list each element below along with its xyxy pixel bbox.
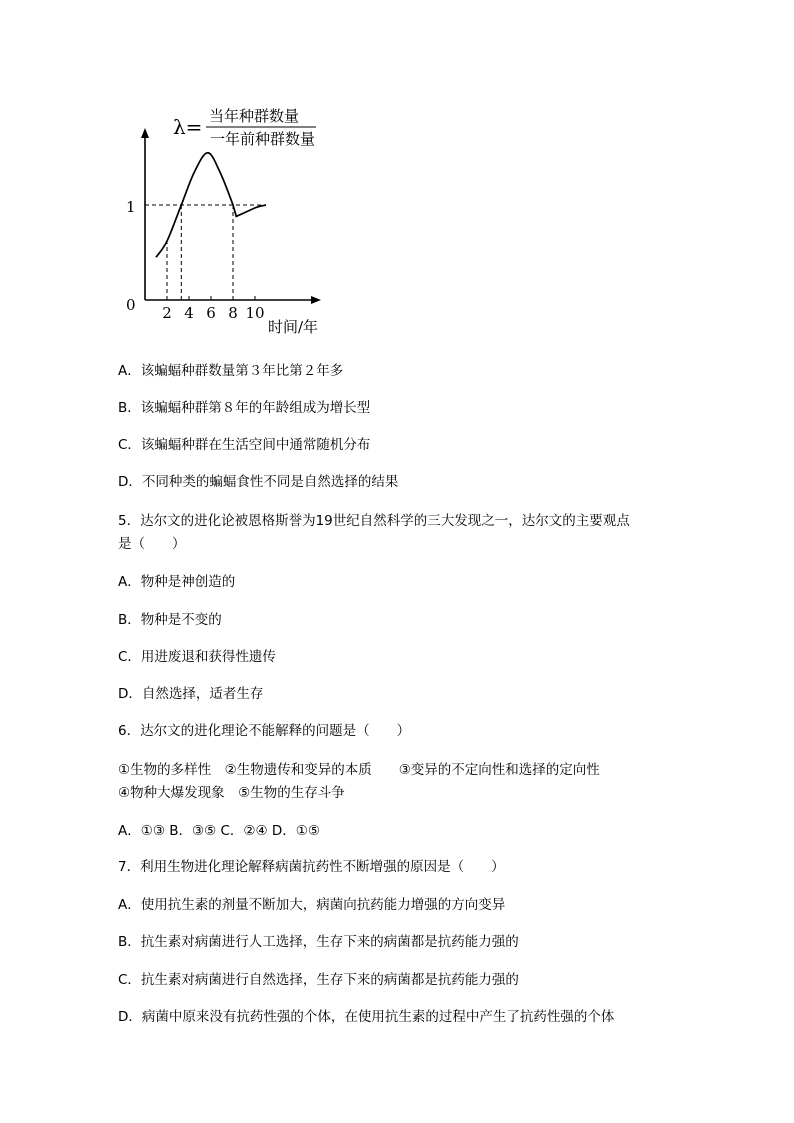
origin-label: 0 bbox=[126, 296, 136, 314]
formula-denominator: 一年前种群数量 bbox=[210, 130, 316, 148]
x-tick-label-8: 8 bbox=[228, 304, 238, 322]
q7-option-c: C．抗生素对病菌进行自然选择，生存下来的病菌都是抗药能力强的 bbox=[118, 972, 519, 988]
x-tick-label-6: 6 bbox=[206, 304, 216, 322]
q5-option-a: A．物种是神创造的 bbox=[118, 574, 236, 590]
q4-option-b: B．该蝙蝠种群第８年的年龄组成为增长型 bbox=[118, 400, 371, 416]
q5-stem-line2: 是（ ） bbox=[118, 536, 186, 552]
q7-option-b: B．抗生素对病菌进行人工选择，生存下来的病菌都是抗药能力强的 bbox=[118, 934, 519, 950]
q6-stem: 6．达尔文的进化理论不能解释的问题是（ ） bbox=[118, 723, 411, 739]
x-tick-label-2: 2 bbox=[162, 304, 172, 322]
q5-option-c: C．用进废退和获得性遗传 bbox=[118, 649, 276, 665]
q4-option-a: A．该蝙蝠种群数量第３年比第２年多 bbox=[118, 363, 344, 379]
q4-option-d: D．不同种类的蝙蝠食性不同是自然选择的结果 bbox=[118, 474, 399, 490]
q7-option-d: D．病菌中原来没有抗药性强的个体，在使用抗生素的过程中产生了抗药性强的个体 bbox=[118, 1009, 615, 1025]
formula-numerator: 当年种群数量 bbox=[209, 107, 300, 125]
x-axis-arrow bbox=[311, 296, 321, 304]
q5-stem-line1: 5．达尔文的进化论被恩格斯誉为19世纪自然科学的三大发现之一，达尔文的主要观点 bbox=[118, 513, 630, 529]
q6-items-line2: ④物种大爆发现象 ⑤生物的生存斗争 bbox=[118, 785, 345, 801]
q6-items-line1: ①生物的多样性 ②生物遗传和变异的本质 ③变异的不定向性和选择的定向性 bbox=[118, 762, 600, 778]
x-tick-label-10: 10 bbox=[245, 304, 265, 322]
q7-option-a: A．使用抗生素的剂量不断加大，病菌向抗药能力增强的方向变异 bbox=[118, 897, 506, 913]
lambda-chart bbox=[120, 100, 350, 340]
x-tick-label-4: 4 bbox=[184, 304, 194, 322]
y-tick-one: 1 bbox=[126, 198, 136, 216]
q5-option-d: D．自然选择，适者生存 bbox=[118, 686, 264, 702]
q6-options: A．①③ B．③⑤ C．②④ D．①⑤ bbox=[118, 823, 321, 839]
x-axis-label: 时间/年 bbox=[268, 318, 319, 336]
q5-option-b: B．物种是不变的 bbox=[118, 612, 222, 628]
q4-option-c: C．该蝙蝠种群在生活空间中通常随机分布 bbox=[118, 437, 371, 453]
y-axis-arrow bbox=[141, 128, 149, 138]
formula-lambda: λ= bbox=[173, 115, 203, 139]
q7-stem: 7．利用生物进化理论解释病菌抗药性不断增强的原因是（ ） bbox=[118, 859, 505, 875]
